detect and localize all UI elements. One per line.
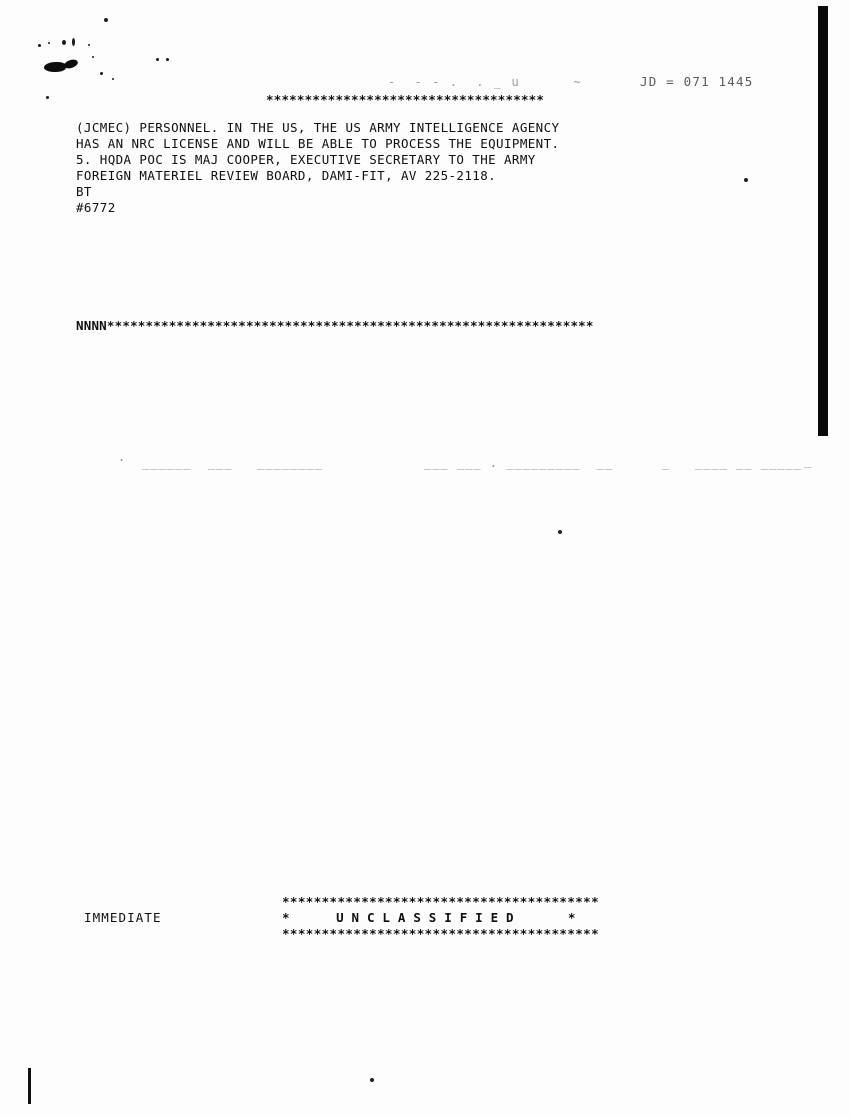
scan-speckle <box>156 58 159 61</box>
scan-speckle <box>166 58 169 61</box>
scan-smudge: _ ____ __ _____ <box>662 456 802 470</box>
precedence-label: IMMEDIATE <box>84 910 162 925</box>
top-star-rule: ************************************ <box>266 92 545 107</box>
scan-bottom-tick <box>28 1068 31 1104</box>
scan-smudge: _ <box>804 454 813 468</box>
scan-smudge: ___ ___ . _________ __ <box>424 456 614 470</box>
scan-speckle <box>112 78 114 80</box>
scan-dot <box>744 178 748 182</box>
scan-blob <box>44 62 66 72</box>
scan-speckle <box>100 72 103 75</box>
body-line: (JCMEC) PERSONNEL. IN THE US, THE US ARMY INTELLIGENCE AGENCY <box>76 120 560 135</box>
scan-dot <box>370 1078 374 1082</box>
scan-edge-band <box>818 6 828 436</box>
body-line: HAS AN NRC LICENSE AND WILL BE ABLE TO PROCESS THE EQUIPMENT. <box>76 136 560 151</box>
scan-speckle <box>48 42 50 44</box>
scan-dot <box>104 18 108 22</box>
body-line: BT <box>76 184 92 199</box>
scan-speckle <box>72 38 75 46</box>
body-line: FOREIGN MATERIEL REVIEW BOARD, DAMI-FIT, AV 225-2118. <box>76 168 497 183</box>
header-faint-artifact: - - - . . _ u ~ <box>388 75 583 89</box>
scan-speckle <box>46 96 49 99</box>
scan-speckle <box>38 44 41 47</box>
body-line: #6772 <box>76 200 116 215</box>
footer-star-rule-bottom: **************************************** <box>282 926 600 941</box>
scan-speckle <box>92 56 94 58</box>
nnnn-separator-rule: NNNN*************************************************************** <box>76 318 594 333</box>
scan-dot <box>558 530 562 534</box>
scan-blob <box>63 58 79 70</box>
header-date-stamp: JD = 071 1445 <box>640 74 754 89</box>
scan-smudge: . <box>118 450 127 464</box>
footer-star-rule-top: **************************************** <box>282 894 600 909</box>
scan-speckle <box>88 44 90 46</box>
classification-banner <box>282 894 599 942</box>
body-line: 5. HQDA POC IS MAJ COOPER, EXECUTIVE SECRETARY TO THE ARMY <box>76 152 536 167</box>
scan-speckle <box>62 40 66 45</box>
scan-smudge: ______ ___ ________ <box>142 456 323 470</box>
message-body <box>76 120 559 216</box>
classification-text: * U N C L A S S I F I E D * <box>282 910 576 925</box>
